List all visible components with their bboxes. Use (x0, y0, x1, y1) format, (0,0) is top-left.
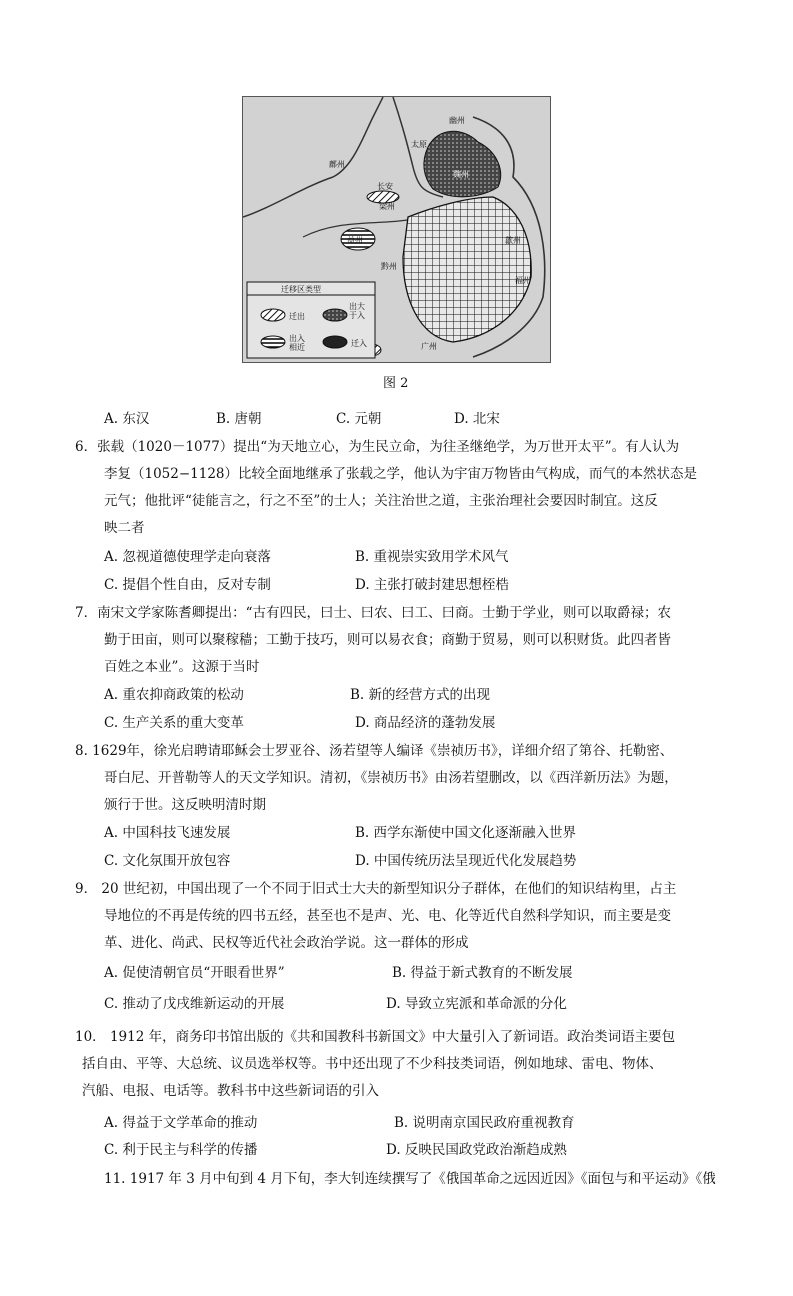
q10-option-d: D. 反映民国政党政治渐趋成熟 (386, 1142, 567, 1158)
map-label-guangzhou: 广州 (421, 342, 437, 351)
q6-line-3: 元气；他批评“徒能言之，行之不至”的士人；关注治世之道，主张治理社会要因时制宜。这反 (104, 493, 658, 509)
q5-option-d: D. 北宋 (454, 411, 500, 427)
q10-line-3: 汽船、电报、电话等。教科书中这些新词语的引入 (82, 1083, 379, 1099)
q6-line-2: 李复（1052−1128）比较全面地继承了张载之学，他认为宇宙万物皆由气构成，而气的本然状态是 (104, 466, 698, 482)
map-label-youzhou: 幽州 (449, 116, 465, 125)
map-label-taiyuan: 太原 (411, 140, 427, 149)
legend-item-balanced: 出入相近 (289, 334, 305, 352)
map-label-qianzhou: 黔州 (381, 262, 397, 271)
legend-item-in: 迁入 (351, 339, 367, 348)
q5-option-b: B. 唐朝 (216, 411, 262, 427)
q6-line-1: 6．张载（1020－1077）提出“为天地立心，为生民立命，为往圣继绝学，为万世开太平”。有人认为 (75, 439, 680, 455)
legend-title: 迁移区类型 (281, 285, 321, 294)
map-image (243, 97, 550, 362)
q6-option-d: D. 主张打破封建思想桎梏 (355, 577, 509, 593)
q7-option-d: D. 商品经济的蓬勃发展 (355, 715, 496, 731)
q9-line-2: 导地位的不再是传统的四书五经，甚至也不是声、光、电、化等近代自然科学知识，而主要是变 (104, 908, 671, 924)
q8-line-3: 颁行于世。这反映明清时期 (104, 797, 266, 813)
map-label-fuzhou: 鄜州 (329, 160, 345, 169)
q10-option-c: C. 利于民主与科学的传播 (104, 1142, 258, 1158)
q7-line-3: 百姓之本业”。这源于当时 (104, 659, 260, 675)
q9-option-c: C. 推动了戊戌维新运动的开展 (104, 996, 285, 1012)
q11-line-1: 11. 1917 年 3 月中旬到 4 月下旬，李大钊连续撰写了《俄国革命之远因近因》《面包与和平运动》《俄 (104, 1171, 716, 1187)
q8-line-1: 8. 1629年，徐光启聘请耶稣会士罗亚谷、汤若望等人编译《崇祯历书》，详细介绍了第谷、托勒密、 (75, 743, 674, 759)
q8-line-2: 哥白尼、开普勒等人的天文学知识。清初，《崇祯历书》由汤若望删改，以《西洋新历法》为题， (104, 770, 678, 786)
q7-option-c: C. 生产关系的重大变革 (104, 715, 244, 731)
q10-line-1: 10． 1912 年，商务印书馆出版的《共和国教科书新国文》中大量引入了新词语。政治类词语主要包 (75, 1029, 676, 1045)
q6-option-a: A. 忽视道德使理学走向衰落 (104, 549, 271, 565)
legend-item-out-more: 出大于入 (349, 302, 365, 320)
historical-migration-map (242, 96, 551, 363)
q8-option-b: B. 西学东渐使中国文化逐渐融入世界 (355, 825, 577, 841)
q9-option-a: A. 促使清朝官员“开眼看世界” (104, 965, 285, 981)
q6-line-4: 映二者 (104, 520, 145, 536)
q7-option-a: A. 重农抑商政策的松动 (104, 687, 244, 703)
q8-option-d: D. 中国传统历法呈现近代化发展趋势 (355, 853, 577, 869)
q10-option-a: A. 得益于文学革命的推动 (104, 1115, 258, 1131)
figure-caption: 图 2 (383, 376, 409, 391)
q10-option-b: B. 说明南京国民政府重视教育 (394, 1115, 575, 1131)
q8-option-c: C. 文化氛围开放包容 (104, 853, 231, 869)
q5-option-c: C. 元朝 (336, 411, 382, 427)
q9-line-1: 9． 20 世纪初，中国出现了一个不同于旧式士大夫的新型知识分子群体，在他们的知识结构里，占主 (75, 881, 677, 897)
map-label-yizhou: 益州 (347, 236, 363, 245)
q9-option-b: B. 得益于新式教育的不断发展 (392, 965, 573, 981)
q6-option-c: C. 提倡个性自由，反对专制 (104, 577, 271, 593)
map-label-qiezhou: 歙州 (505, 236, 521, 245)
map-label-weizhou: 魏州 (453, 170, 469, 179)
q10-line-2: 括自由、平等、大总统、议员选举权等。书中还出现了不少科技类词语，例如地球、雷电、物体、 (82, 1056, 663, 1072)
q7-line-1: 7．南宋文学家陈耆卿提出：“古有四民，曰士、曰农、曰工、曰商。士勤于学业，则可以取爵禄；农 (75, 605, 671, 621)
q9-option-d: D. 导致立宪派和革命派的分化 (386, 996, 567, 1012)
legend-item-out: 迁出 (289, 312, 305, 321)
q7-line-2: 勤于田亩，则可以聚稼穑；工勤于技巧，则可以易衣食；商勤于贸易，则可以积财货。此四者皆 (104, 632, 671, 648)
q7-option-b: B. 新的经营方式的出现 (350, 687, 491, 703)
q5-option-a: A. 东汉 (104, 411, 150, 427)
map-label-changan: 长安 (377, 182, 393, 191)
map-label-fuzhou2: 福州 (515, 276, 531, 285)
q9-line-3: 革、进化、尚武、民权等近代社会政治学说。这一群体的形成 (104, 935, 469, 951)
q6-option-b: B. 重视崇实致用学术风气 (355, 549, 509, 565)
map-label-liangzhou: 梁州 (379, 202, 395, 211)
q8-option-a: A. 中国科技飞速发展 (104, 825, 231, 841)
